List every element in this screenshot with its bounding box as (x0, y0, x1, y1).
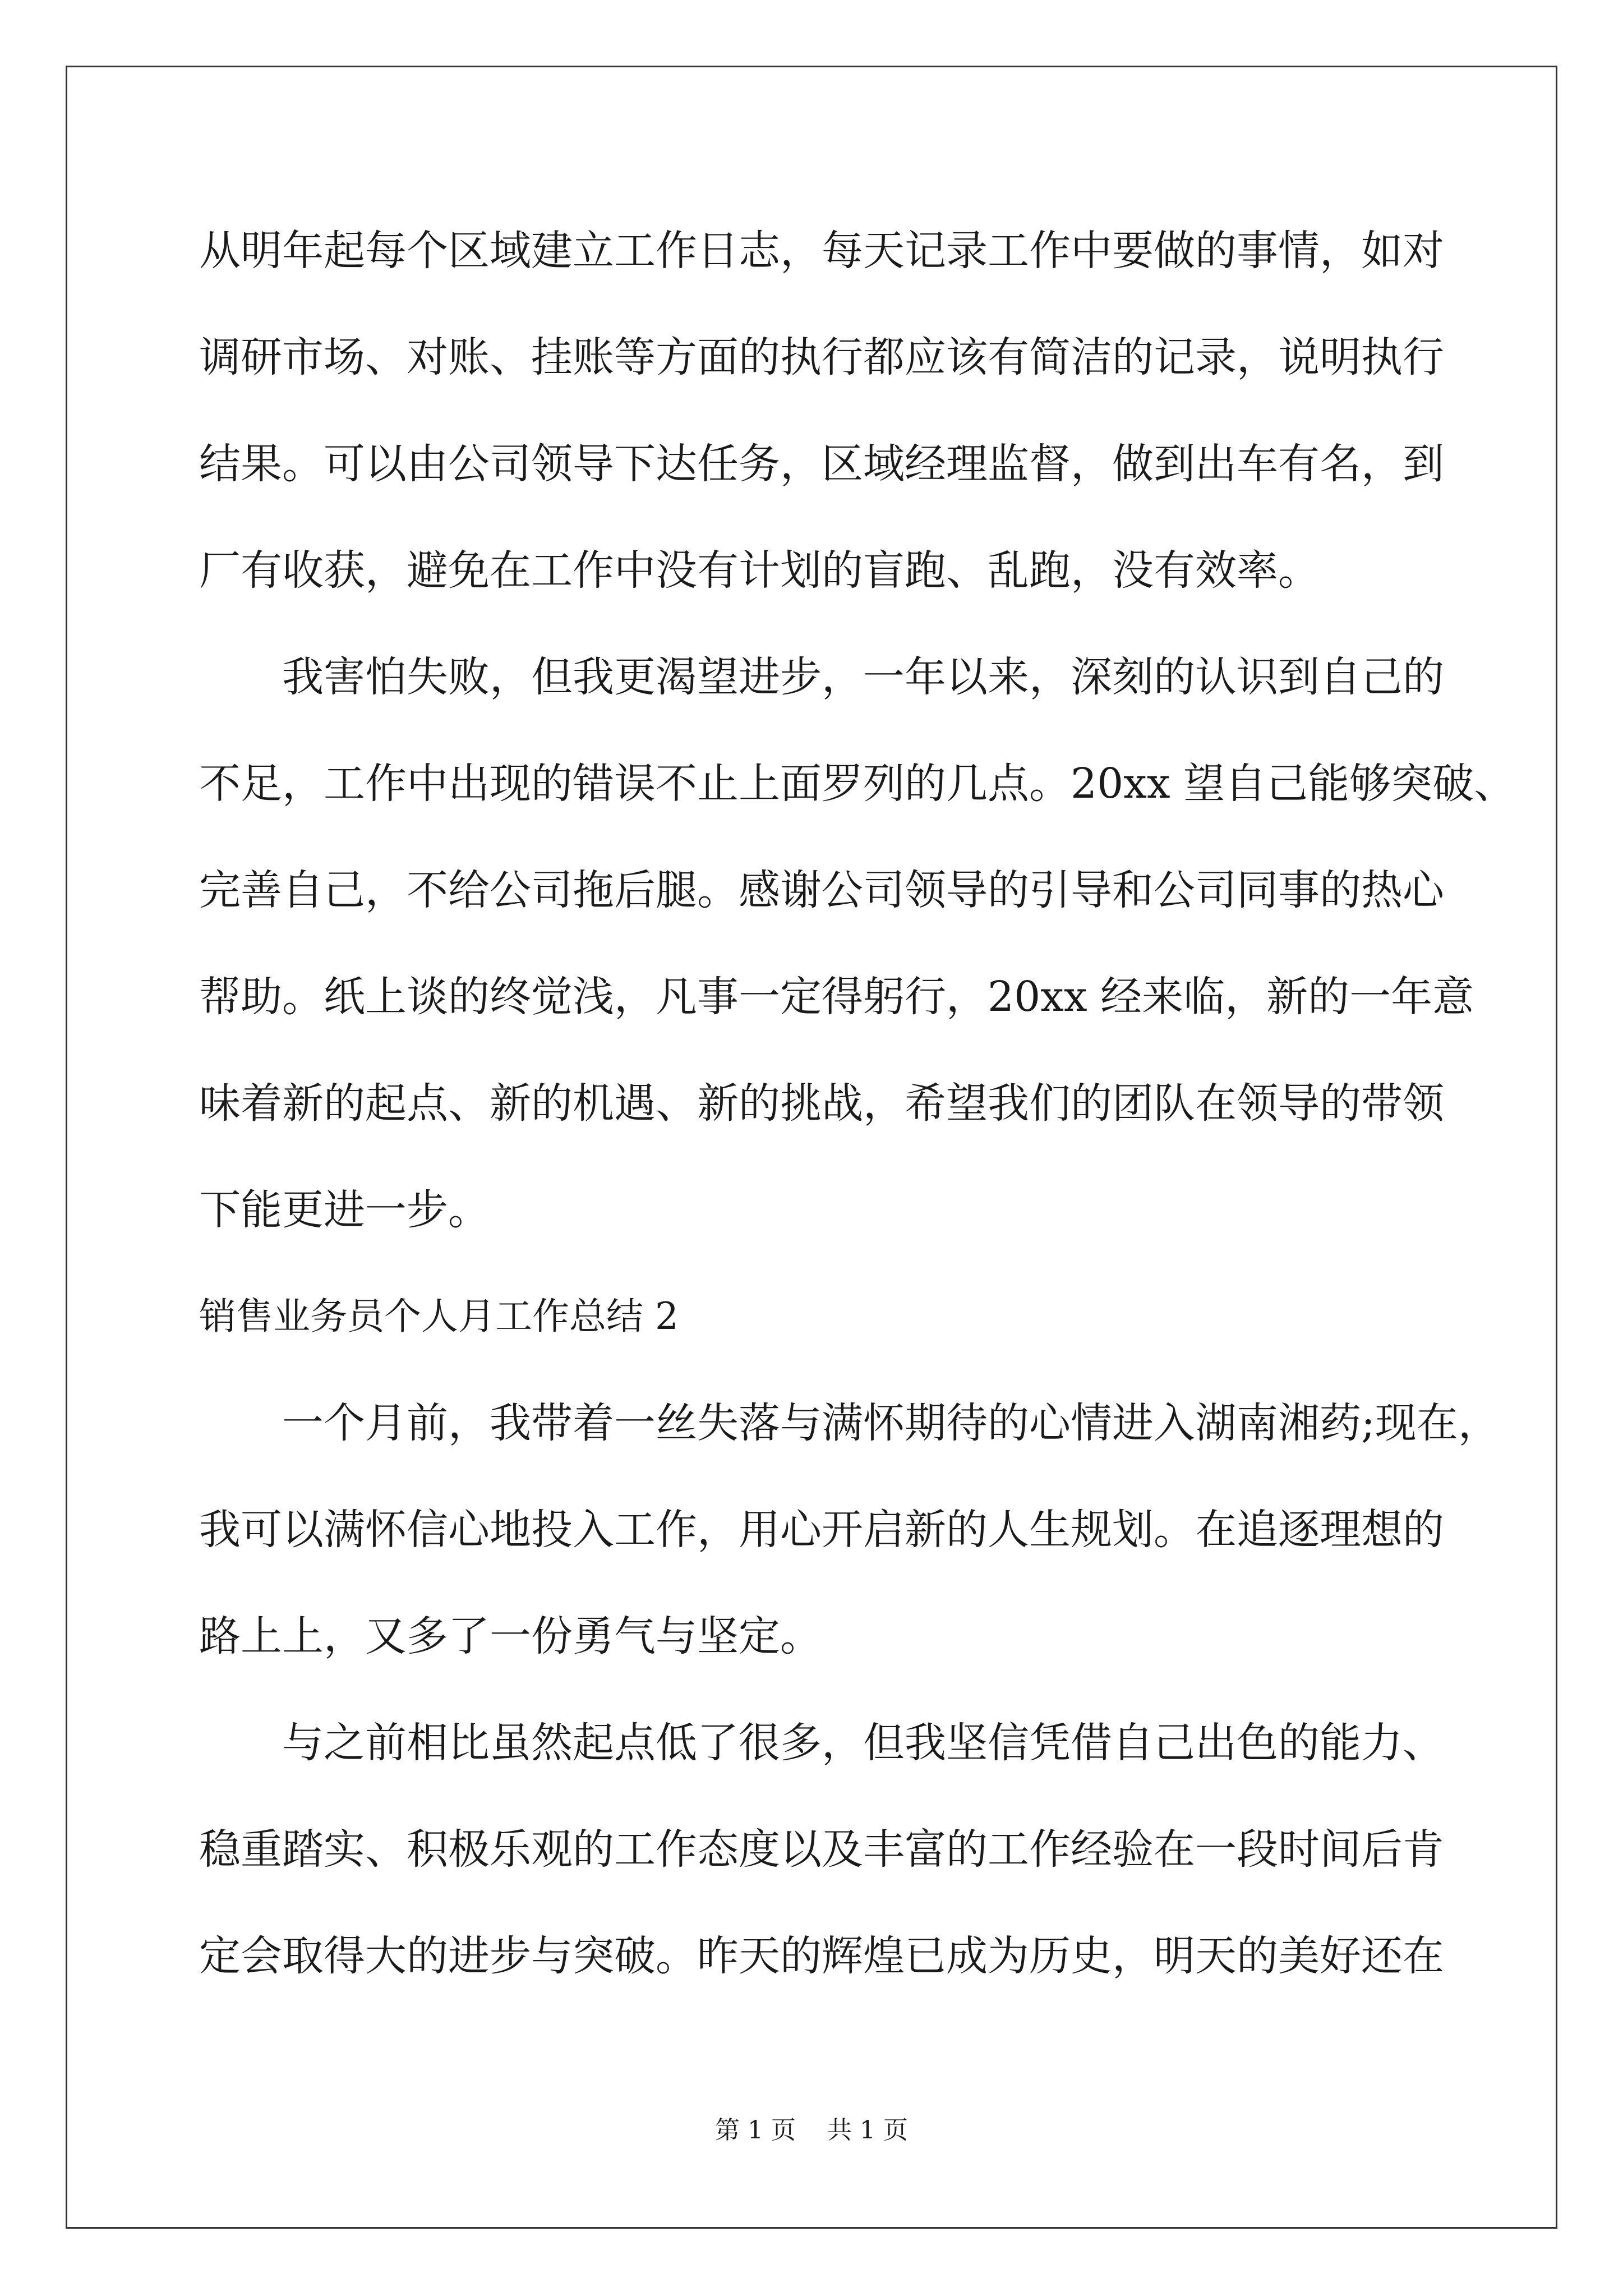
body-text-line: 路上上，又多了一份勇气与坚定。 (199, 1612, 822, 1660)
page-number: 第 1 页 (715, 2116, 796, 2145)
body-text-line: 不足，工作中出现的错误不止上面罗列的几点。20xx 望自己能够突破、 (199, 760, 1516, 808)
body-text-line: 稳重踏实、积极乐观的工作态度以及丰富的工作经验在一段时间后肯 (199, 1825, 1444, 1874)
body-text-line: 我可以满怀信心地投入工作，用心开启新的人生规划。在追逐理想的 (199, 1506, 1444, 1554)
body-text-line: 完善自己，不给公司拖后腿。感谢公司领导的引导和公司同事的热心 (199, 866, 1444, 914)
document-body (199, 197, 1516, 2009)
body-text-line: 帮助。纸上谈的终觉浅，凡事一定得躬行，20xx 经来临，新的一年意 (199, 973, 1474, 1021)
body-text-line: 从明年起每个区域建立工作日志，每天记录工作中要做的事情，如对 (199, 227, 1444, 275)
body-text-line: 厂有收获，避免在工作中没有计划的盲跑、乱跑，没有效率。 (199, 546, 1320, 595)
body-text-line: 下能更进一步。 (199, 1186, 490, 1234)
page-footer (0, 2114, 1623, 2147)
body-text-line: 调研市场、对账、挂账等方面的执行都应该有简洁的记录，说明执行 (199, 333, 1444, 381)
body-text-line: 结果。可以由公司领导下达任务，区域经理监督，做到出车有名，到 (199, 440, 1444, 488)
page-total: 共 1 页 (827, 2116, 908, 2145)
body-text-line: 一个月前，我带着一丝失落与满怀期待的心情进入湖南湘药;现在， (282, 1399, 1500, 1447)
body-text-line: 味着新的起点、新的机遇、新的挑战，希望我们的团队在领导的带领 (199, 1079, 1444, 1128)
body-text-line: 我害怕失败，但我更渴望进步，一年以来，深刻的认识到自己的 (282, 653, 1444, 701)
section-heading: 销售业务员个人月工作总结 2 (199, 1295, 679, 1338)
body-text-line: 与之前相比虽然起点低了很多，但我坚信凭借自己出色的能力、 (282, 1719, 1444, 1767)
body-text-line: 定会取得大的进步与突破。昨天的辉煌已成为历史，明天的美好还在 (199, 1932, 1444, 1980)
